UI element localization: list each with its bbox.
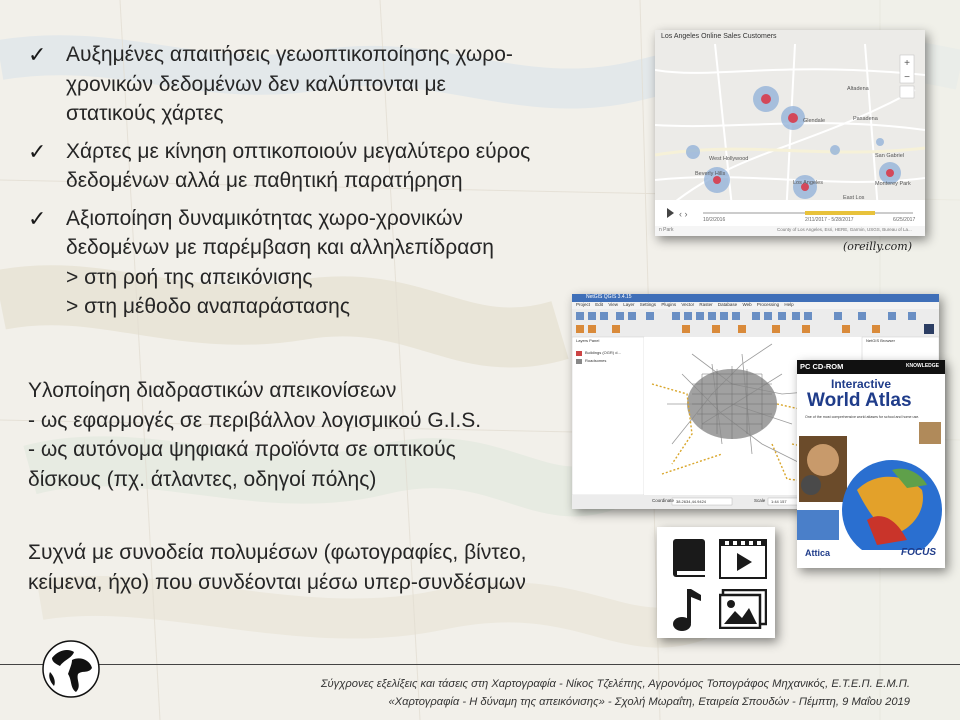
multimedia-icons-panel <box>657 527 775 638</box>
cd-rom-badge: PC CD-ROM <box>800 362 844 371</box>
image-credit: (oreilly.com) <box>843 240 912 253</box>
timeline-start-date: 10/2/2016 <box>703 217 726 223</box>
timeline-range: 2/11/2017 - 5/28/2017 <box>805 217 854 223</box>
place-label: Beverly Hills <box>695 171 726 177</box>
place-label: East Los <box>843 195 865 201</box>
atlas-cd-rom-cover <box>797 360 945 568</box>
atlas-title-line1: Interactive <box>831 377 892 391</box>
paragraph-line: δίσκους (πχ. άτλαντες, οδηγοί πόλης) <box>28 467 377 491</box>
animated-map-screenshot <box>655 30 925 236</box>
paragraph-line: Συχνά με συνοδεία πολυμέσων (φωτογραφίες, βίντεο, <box>28 541 527 564</box>
globe-logo <box>42 640 100 698</box>
menu-item[interactable]: Web <box>742 302 752 307</box>
coordinate-value[interactable]: 38.2634,44.9424 <box>676 499 707 504</box>
place-label: Monterey Park <box>875 181 911 187</box>
checkmark-icon: ✓ <box>28 42 47 67</box>
bullet-text: δεδομένων με παρέμβαση και αλληλεπίδραση <box>66 236 494 259</box>
atlas-title-line2: World Atlas <box>807 390 912 411</box>
menu-item[interactable]: Raster <box>699 302 713 307</box>
bullet-text: Χάρτες με κίνηση οπτικοποιούν μεγαλύτερο εύρος <box>66 139 531 163</box>
checkmark-icon: ✓ <box>28 205 47 231</box>
bullet-text: δεδομένων αλλά με παθητική παρατήρηση <box>66 169 463 192</box>
scale-label: Scale <box>754 498 766 503</box>
menu-item[interactable]: Plugins <box>661 302 677 307</box>
bullet-item <box>28 204 628 322</box>
bullet-text: στατικούς χάρτες <box>66 102 224 125</box>
place-label: Glendale <box>803 118 826 124</box>
paragraph-line: κείμενα, ήχο) που συνδέονται μέσω υπερ-συνδέσμων <box>28 570 526 594</box>
book-icon <box>669 537 709 581</box>
knowledge-badge: KNOWLEDGE <box>905 363 939 369</box>
bullet-list <box>28 40 628 330</box>
bullet-item <box>28 40 628 129</box>
menu-item[interactable]: Help <box>784 302 794 307</box>
browser-panel-title: NetGIS Browser <box>866 338 895 343</box>
svg-text:‹ ›: ‹ › <box>679 209 688 219</box>
bullet-text: > στη ροή της απεικόνισης <box>66 265 313 289</box>
place-label: Pasadena <box>853 116 878 122</box>
menu-item[interactable]: Project <box>576 302 591 307</box>
publisher-logo: Attica <box>805 548 831 558</box>
paragraph-line: - ως εφαρμογές σε περιβάλλον λογισμικού G.I.S. <box>28 408 482 432</box>
bullet-item <box>28 137 628 196</box>
gis-paragraph <box>28 376 481 494</box>
place-label: Los Angeles <box>793 180 823 186</box>
brand-logo: FOCUS <box>901 547 936 558</box>
music-note-icon <box>669 587 705 633</box>
timeline-end-date: 6/25/2017 <box>893 217 916 223</box>
bullet-text: Αυξημένες απαιτήσεις γεωοπτικοποίησης χωρο- <box>66 43 513 66</box>
window-title: NetGIS QGIS 3.4.15 <box>586 294 632 300</box>
layers-panel-title: Layers Panel <box>576 338 600 343</box>
bullet-text: > στη μέθοδο αναπαράστασης <box>66 295 350 318</box>
map-title: Los Angeles Online Sales Customers <box>661 33 777 40</box>
scale-value[interactable]: 1:44 157 <box>771 499 787 504</box>
menu-item[interactable]: Edit <box>595 302 604 307</box>
checkmark-icon: ✓ <box>28 138 47 164</box>
place-label: Altadena <box>847 86 869 92</box>
menu-item[interactable]: View <box>608 302 618 307</box>
menu-item[interactable]: Layer <box>623 302 635 307</box>
atlas-subtitle: One of the most comprehensive world atlases for school and home use. <box>805 415 920 419</box>
video-icon <box>719 539 767 579</box>
footer-event-line: «Χαρτογραφία - Η δύναμη της απεικόνισης» - Σχολή Μωραΐτη, Εταιρεία Σπουδών - Πέμπτη, 9 Μαΐου 2019 <box>388 696 910 708</box>
layer-item[interactable]: Buildings (OGR) d... <box>585 350 621 355</box>
layer-item[interactable]: Roadsomes <box>585 358 607 363</box>
coordinate-label: Coordinate <box>652 498 675 503</box>
svg-text:+: + <box>904 58 910 69</box>
menu-item[interactable]: Database <box>717 302 738 307</box>
footer-credit-line: Σύγχρονες εξελίξεις και τάσεις στη Χαρτογραφία - Νίκος Τζελέπης, Αγρονόμος Τοπογράφος Μηχανικός, Ε.Τ.Ε.Π. Ε.Μ.Π. <box>320 678 910 690</box>
map-attribution: County of Los Angeles, Esri, HERE, Garmin, USGS, Bureau of La... <box>777 227 912 232</box>
place-label: West Hollywood <box>709 156 749 162</box>
menu-item[interactable]: Settings <box>639 302 657 307</box>
paragraph-line: - ως αυτόνομα ψηφιακά προϊόντα σε οπτικούς <box>28 438 456 461</box>
footer-divider <box>0 664 960 665</box>
svg-text:−: − <box>904 72 910 83</box>
multimedia-paragraph <box>28 538 527 597</box>
paragraph-line: Υλοποίηση διαδραστικών απεικονίσεων <box>28 379 397 402</box>
map-label: n Park <box>659 227 674 233</box>
image-icon <box>719 589 767 629</box>
menu-item[interactable]: Processing <box>756 302 780 307</box>
place-label: San Gabriel <box>875 153 905 159</box>
bullet-text: Αξιοποίηση δυναμικότητας χωρο-χρονικών <box>66 206 463 230</box>
menu-item[interactable]: Vector <box>681 302 695 307</box>
bullet-text: χρονικών δεδομένων δεν καλύπτονται με <box>66 72 446 96</box>
